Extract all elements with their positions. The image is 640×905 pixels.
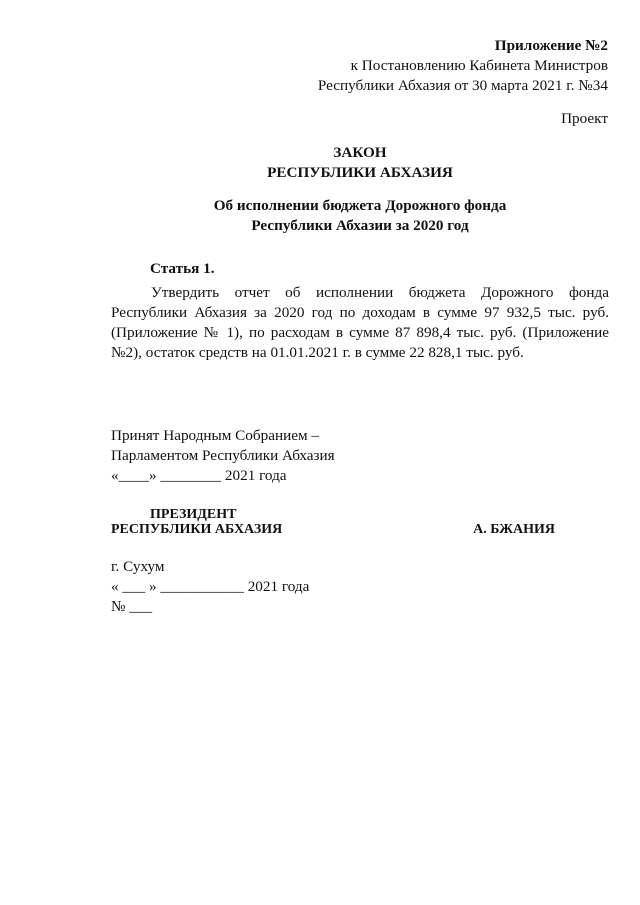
law-subject <box>60 196 640 236</box>
place-city: г. Сухум <box>111 558 165 575</box>
adoption-line-3: «____» ________ 2021 года <box>111 467 287 484</box>
signature-row <box>111 520 555 540</box>
law-heading <box>60 143 640 183</box>
law-heading-2: РЕСПУБЛИКИ АБХАЗИЯ <box>267 164 453 181</box>
appendix-line-1: к Постановлению Кабинета Министров <box>350 57 608 74</box>
law-subject-1: Об исполнении бюджета Дорожного фонда <box>213 197 507 214</box>
law-heading-1: ЗАКОН <box>333 144 387 161</box>
place-date: « ___ » ___________ 2021 года <box>111 578 310 595</box>
adoption-block <box>111 426 411 486</box>
adoption-line-1: Принят Народным Собранием – <box>111 427 319 444</box>
adoption-line-2: Парламентом Республики Абхазия <box>111 447 335 464</box>
place-number: № ___ <box>111 598 153 615</box>
article-text: Утвердить отчет об исполнении бюджета Дорожного фонда Республики Абхазия за 2020 год по доходам в сумме 97 932,5 тыс. руб. (Приложение № 1), по расходам в сумме 87 898,4 тыс. руб. (Приложение №2), остаток средств на 01.01.2021 г. в сумме 22 828,1 тыс. руб. <box>111 284 609 361</box>
signature-name: А. БЖАНИЯ <box>473 522 555 537</box>
place-block <box>111 557 411 617</box>
appendix-line-2: Республики Абхазия от 30 марта 2021 г. №34 <box>317 77 608 94</box>
law-subject-2: Республики Абхазии за 2020 год <box>251 217 469 234</box>
signature-title-1: ПРЕЗИДЕНТ <box>150 507 237 522</box>
signature-title-2: РЕСПУБЛИКИ АБХАЗИЯ <box>111 522 283 537</box>
article-title: Статья 1. <box>150 260 215 277</box>
appendix-header <box>188 36 608 96</box>
draft-status: Проект <box>561 110 608 127</box>
appendix-title: Приложение №2 <box>494 37 608 54</box>
